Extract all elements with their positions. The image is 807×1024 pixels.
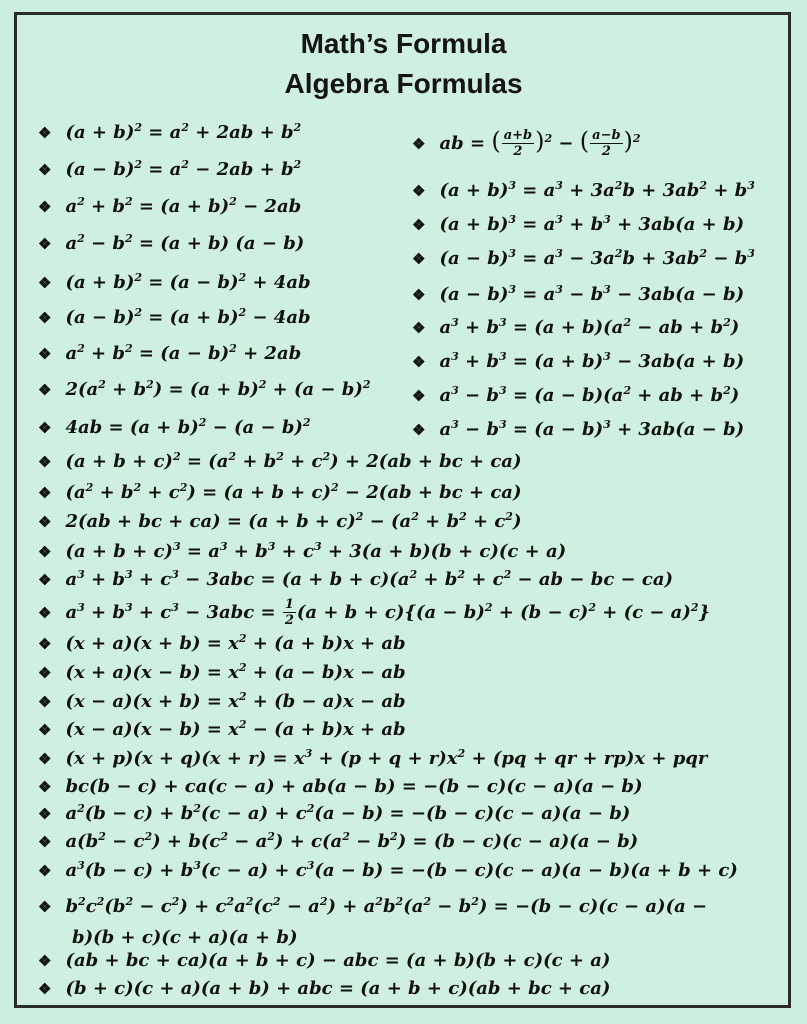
full-formula [38, 690, 406, 714]
bullet-icon: ❖ [38, 161, 52, 179]
right-formula [412, 418, 744, 442]
bullet-icon: ❖ [38, 198, 52, 216]
full-formula [38, 747, 707, 771]
full-formula [38, 949, 610, 973]
formula-text: $(x + p)(x + q)(x + r) = x^3 + (p + q + r)x^2 + (pq$ + qr + rp)x + pqr [65, 747, 708, 769]
bullet-icon: ❖ [38, 124, 52, 142]
formula-text: $(a^2 + b^2 + c^2) = (a + b + c)^2 - 2(ab$ + bc + ca) [65, 481, 522, 503]
formula-text: $(a + b + c)^2 = (a^2 + b^2 + c^2) + 2(ab$ + bc + ca) [65, 450, 522, 472]
formula-text: $(x + a)(x - b) = x^2 + (a - b)x$ − ab [65, 661, 406, 683]
formula-text: $(x - a)(x + b) = x^2 + (b - a)x$ − ab [65, 690, 406, 712]
full-formula [38, 632, 406, 656]
left-formula [38, 195, 301, 219]
right-formula [412, 384, 739, 408]
formula-text: $(a + b)^3 = a^3 + 3a^2b + 3ab^2 + b^3$ [439, 179, 755, 201]
formula-text: $(a + b + c)^3 = a^3 + b^3 + c^3 + 3(a + b)(b + c)(c + a)$ [65, 540, 567, 562]
formula-text: $(x - a)(x - b) = x^2 - (a + b)x$ + ab [65, 718, 406, 740]
bullet-icon: ❖ [38, 898, 52, 916]
bullet-icon: ❖ [412, 387, 426, 405]
full-formula [38, 859, 738, 883]
full-formula [38, 661, 406, 685]
bullet-icon: ❖ [412, 286, 426, 304]
formula-text: 2(ab + bc + $ca) = (a + b + c)^2 - (a^2 + b^2 + c^2)$ [65, 510, 522, 532]
bullet-icon: ❖ [38, 543, 52, 561]
full-formula [38, 568, 673, 592]
formula-text: $a^3 + b^3 = (a + b)^3 - 3ab(a + b)$ [439, 350, 745, 372]
right-formula [412, 213, 744, 237]
formula-text: $(a - b)^2 = (a + b)^2 - 4ab$ [65, 306, 311, 328]
formula-text: $(a + b)^3 = a^3 + b^3 + 3ab(a + b)$ [439, 213, 745, 235]
left-formula [38, 416, 311, 440]
formula-text: $a^3 - b^3 = (a - b)(a^2$ + ab + $b^2$) [439, 384, 740, 406]
left-formula [38, 378, 371, 402]
bullet-icon: ❖ [412, 353, 426, 371]
formula-text: $a^2(b - c) + b^2(c - a) + c^2(a - b) = -(b - c)(c - a)(a - b)$ [65, 802, 631, 824]
full-formula [38, 540, 566, 564]
right-formula [412, 350, 744, 374]
formula-text: $(a - b)^2 = a^2 - 2ab + b^2$ [65, 158, 302, 180]
bullet-icon: ❖ [38, 235, 52, 253]
bullet-icon: ❖ [38, 484, 52, 502]
right-formula [412, 283, 744, 307]
formula-text: $a^3 - b^3 = (a - b)^3 + 3ab(a - b)$ [439, 418, 745, 440]
bullet-icon: ❖ [412, 216, 426, 234]
left-formula [38, 158, 301, 182]
bullet-icon: ❖ [38, 453, 52, 471]
right-formula [412, 128, 641, 159]
bullet-icon: ❖ [412, 421, 426, 439]
formula-text: $(a + b)^2 = a^2 + 2ab + b^2$ [65, 121, 302, 143]
formula-text: $(a - b)^3 = a^3 - 3a^2b + 3ab^2 - b^3$ [439, 247, 755, 269]
bullet-icon: ❖ [38, 664, 52, 682]
bullet-icon: ❖ [38, 274, 52, 292]
bullet-icon: ❖ [412, 250, 426, 268]
formula-text: $(a + b)^2 = (a - b)^2 + 4ab$ [65, 271, 311, 293]
left-formula [38, 306, 311, 330]
formula-text: $a^3 + b^3 = (a + b)(a^2$ − ab + $b^2$) [439, 316, 740, 338]
full-formula [38, 895, 707, 919]
bullet-icon: ❖ [38, 419, 52, 437]
page-title: Math’s Formula [300, 28, 507, 59]
bullet-icon: ❖ [412, 319, 426, 337]
formula-text: $a(b^2 - c^2) + b(c^2 - a^2) + c(a^2 - b^2) = (b - c)(c - a)(a - b)$ [65, 830, 639, 852]
formula-text: b)(b + c)(c + a)(a + b) [72, 927, 298, 948]
full-formula [38, 830, 638, 854]
bullet-icon: ❖ [38, 833, 52, 851]
formula-text: ab = ( $\frac{a+b}{2}$ )$^2$ − ( $\frac{a-b}{2}$ )$^2$ [439, 126, 641, 159]
full-formula [38, 775, 643, 799]
formula-text: $a^2 + b^2 = (a + b)^2 - 2ab$ [65, 195, 302, 217]
left-formula [38, 232, 304, 256]
left-formula [38, 271, 311, 295]
formula-text: $a^3(b - c) + b^3(c - a) + c^3(a - b) = -(b - c)(c - a)(a - b)(a + b + c)$ [65, 859, 738, 881]
formula-text: $b^2c^2(b^2 - c^2) + c^2a^2(c^2 - a^2) + a^2b^2(a^2 - b^2) = -(b - c)(c - a)(a$ − [65, 895, 708, 917]
formula-text: $a^2 - b^2 = (a + b) (a - b)$ [65, 232, 305, 254]
full-formula [38, 510, 521, 534]
bullet-icon: ❖ [38, 952, 52, 970]
formula-text: $2(a^2 + b^2) = (a + b)^2 + (a - b)^2$ [65, 378, 371, 400]
bullet-icon: ❖ [38, 750, 52, 768]
page-subtitle: Algebra Formulas [284, 68, 523, 99]
left-formula [38, 121, 301, 145]
right-formula [412, 247, 755, 271]
left-formula [38, 342, 301, 366]
bullet-icon: ❖ [38, 603, 52, 622]
bullet-icon: ❖ [38, 778, 52, 796]
bullet-icon: ❖ [38, 980, 52, 998]
bullet-icon: ❖ [38, 693, 52, 711]
right-formula [412, 179, 755, 203]
full-formula [38, 450, 521, 474]
right-formula [412, 316, 739, 340]
bullet-icon: ❖ [412, 182, 426, 200]
formula-continuation [72, 926, 297, 950]
formula-text: $4ab = (a + b)^2 - (a - b)^2$ [65, 416, 311, 438]
full-formula [38, 718, 406, 742]
formula-text: $(a - b)^3 = a^3 - b^3 - 3ab(a - b)$ [439, 283, 745, 305]
full-formula [38, 481, 521, 505]
bullet-icon: ❖ [38, 309, 52, 327]
full-formula [38, 977, 610, 1001]
formula-text: $a^3 + b^3 + c^3 - 3abc = (a + b + c)(a^2 + b^2 + c^2$ − ab − bc − ca) [65, 568, 674, 590]
formula-text: $(x + a)(x + b) = x^2 + (a + b)x$ + ab [65, 632, 406, 654]
formula-text: $a^3 + b^3 + c^3 - 3abc$ = $\frac{1}{2}$ $(a + b + c)\{(a - b)^2 + (b - c)^2 + (c - a)^2\}$ [65, 597, 711, 628]
bullet-icon: ❖ [38, 513, 52, 531]
bullet-icon: ❖ [38, 805, 52, 823]
bullet-icon: ❖ [38, 721, 52, 739]
bullet-icon: ❖ [412, 134, 426, 153]
bullet-icon: ❖ [38, 571, 52, 589]
full-formula [38, 597, 710, 628]
bullet-icon: ❖ [38, 862, 52, 880]
bullet-icon: ❖ [38, 345, 52, 363]
bullet-icon: ❖ [38, 381, 52, 399]
formula-text: bc(b − c) + ca(c − a) + ab(a − b) = −(b − c)(c − a)(a − b) [65, 776, 643, 797]
bullet-icon: ❖ [38, 635, 52, 653]
formula-text: (b + c)(c + a)(a + b) + abc = (a + b + c)(ab + bc + ca) [65, 978, 611, 999]
formula-text: (ab + bc + ca)(a + b + c) − abc = (a + b)(b + c)(c + a) [65, 950, 611, 971]
full-formula [38, 802, 630, 826]
formula-text: $a^2 + b^2 = (a - b)^2 + 2ab$ [65, 342, 302, 364]
